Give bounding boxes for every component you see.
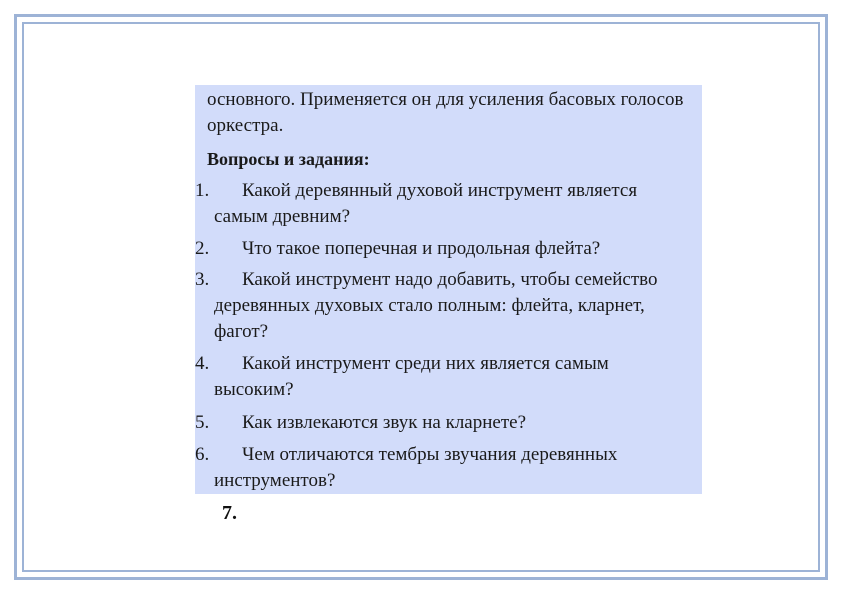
list-item-number: 4. xyxy=(195,353,210,374)
list-item-number: 6. xyxy=(195,444,210,465)
questions-heading: Вопросы и задания: xyxy=(207,149,370,169)
trailing-list-number: 7. xyxy=(222,502,237,524)
list-item-number: 2. xyxy=(195,238,210,259)
list-item-number: 3. xyxy=(195,269,210,290)
list-item-text: Как извлекаются звук на кларнете? xyxy=(242,412,526,433)
list-item xyxy=(195,442,702,494)
text-block xyxy=(195,85,702,494)
list-item xyxy=(195,410,702,436)
intro-paragraph: основного. Применяется он для усиления басовых голосов оркестра. xyxy=(207,89,684,136)
list-item-number: 5. xyxy=(195,412,210,433)
list-item-text: Какой инструмент надо добавить, чтобы семейство деревянных духовых стало полным: флейта, кларнет, фагот? xyxy=(214,269,658,342)
list-item xyxy=(195,178,702,230)
list-item-text: Чем отличаются тембры звучания деревянных инструментов? xyxy=(214,444,618,491)
list-item xyxy=(195,267,702,345)
list-item-text: Какой инструмент среди них является самым высоким? xyxy=(214,353,609,400)
list-item xyxy=(195,351,702,403)
list-item xyxy=(195,236,702,262)
list-item-text: Какой деревянный духовой инструмент является самым древним? xyxy=(214,180,638,227)
list-item-number: 1. xyxy=(195,180,210,201)
list-item-text: Что такое поперечная и продольная флейта? xyxy=(242,238,601,259)
